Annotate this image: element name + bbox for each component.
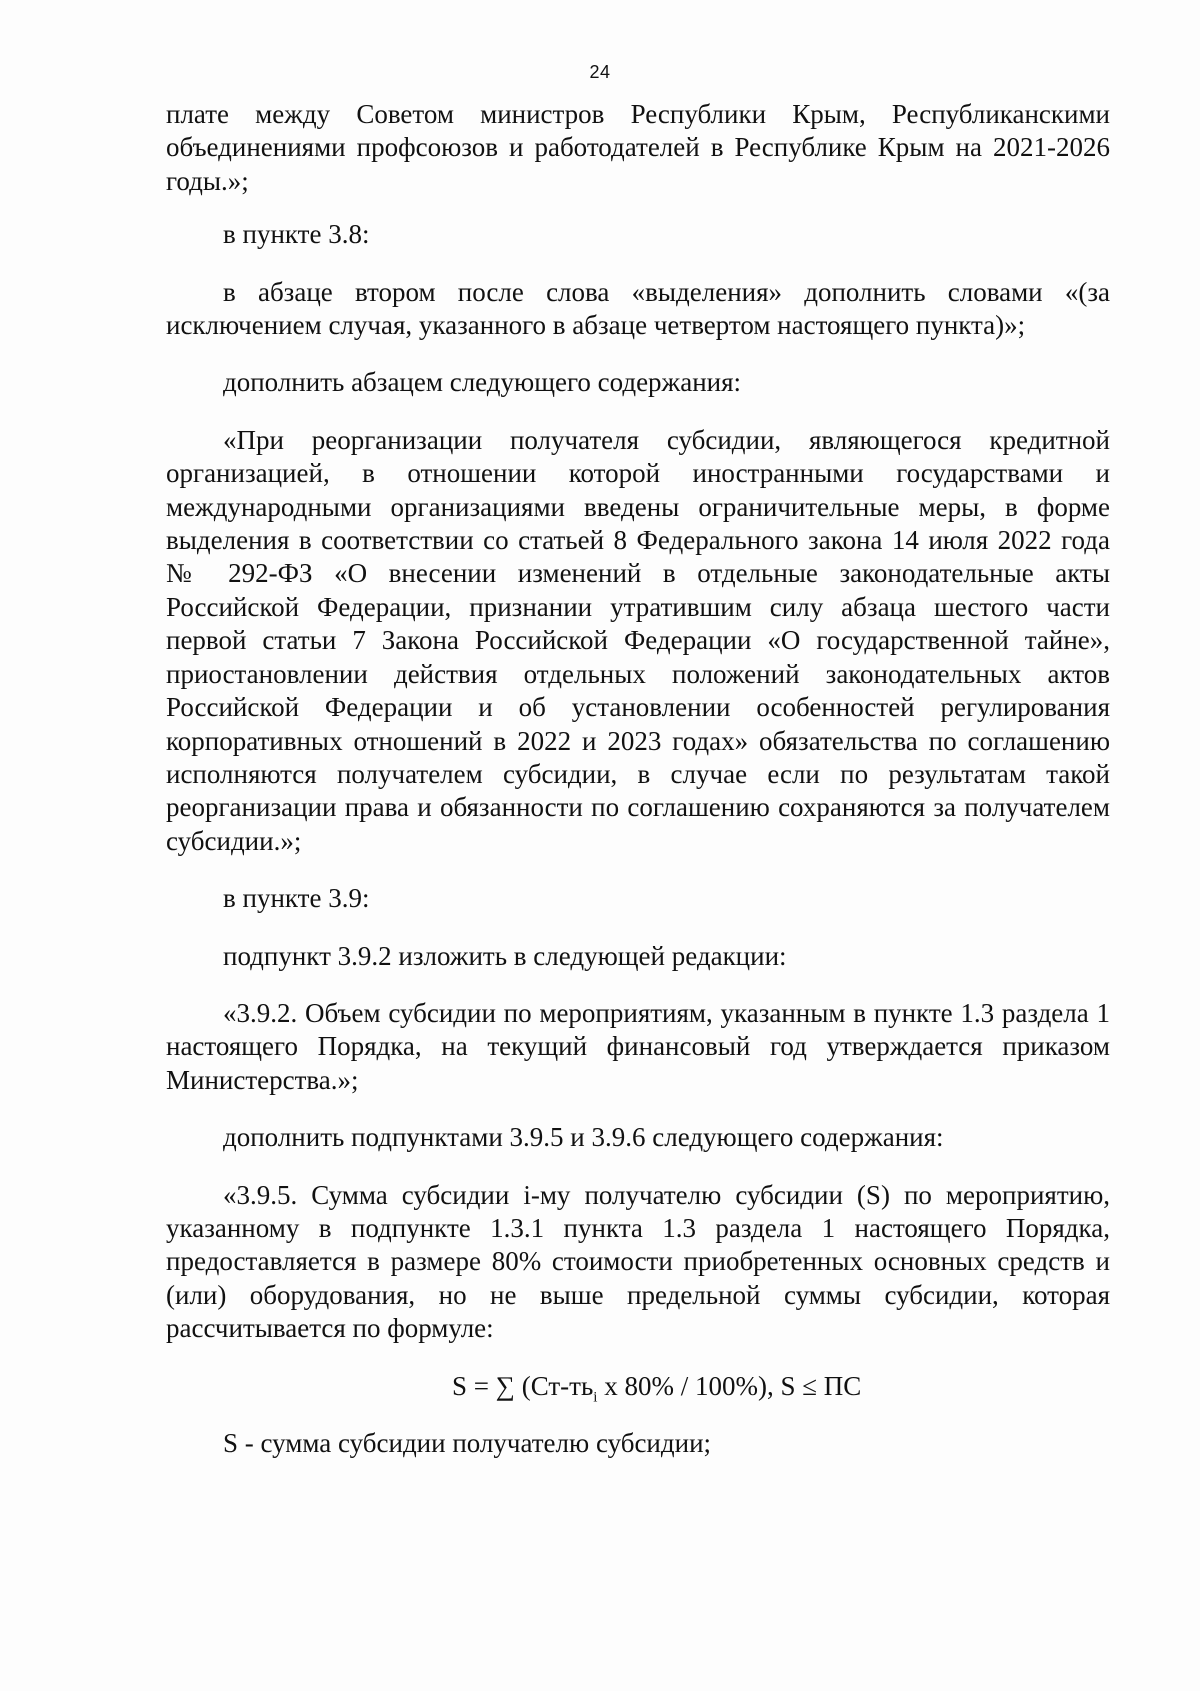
paragraph-clause-3-8: в пункте 3.8: [223,219,370,250]
paragraph-subclause-3-9-5-text: «3.9.5. Сумма субсидии i-му получателю субсидии (S) по мероприятию, указанному в подпункте 1.3.1 пункта 1.3 раздела 1 настоящего Порядка, предоставляется в размере 80% стоимости приобретенных основных средств и (или) оборудования, но не выше предельной суммы субсидии, которая рассчитывается по формуле: [166,1179,1110,1344]
formula-right: х 80% / 100%), S ≤ ПС [597,1370,862,1401]
paragraph-definition-s: S - сумма субсидии получателю субсидии; [223,1428,712,1458]
paragraph-reorganization-text: «При реорганизации получателя субсидии, являющегося кредитной организацией, в отношении которой иностранными государствами и международными организациями введены ограничительные меры, в форме выделения в соответствии со статьей 8 Федерального закона 14 июля 2022 года № 292-ФЗ «О внесении изменений в отдельные законодательные акты Российской Федерации, признании утратившим силу абзаца шестого части первой статьи 7 Закона Российской Федерации «О государственной тайне», приостановлении действия отдельных положений законодательных актов Российской Федерации и об установлении особенностей регулирования корпоративных отношений в 2022 и 2023 годах» обязательства по соглашению исполняются получателем субсидии, в случае если по результатам такой реорганизации права и обязанности по соглашению сохраняются за получателем субсидии.»; [166,424,1110,856]
paragraph-second-abzats-amendment: в абзаце втором после слова «выделения» дополнить словами «(за исключением случая, указанного в абзаце четвертом настоящего пункта)»; [166,276,1110,341]
paragraph-add-abzats: дополнить абзацем следующего содержания: [223,367,742,398]
subsidy-formula [166,1370,1110,1403]
paragraph-clause-3-9: в пункте 3.9: [223,883,370,914]
formula-subscript: i [593,1388,598,1405]
paragraph-subclause-3-9-2-edit: подпункт 3.9.2 изложить в следующей редакции: [223,940,787,971]
page-number: 24 [589,62,611,82]
formula-left: S = ∑ (Ст-ть [452,1370,594,1401]
paragraph-subclause-3-9-2-text: «3.9.2. Объем субсидии по мероприятиям, указанным в пункте 1.3 раздела 1 настоящего Порядка, на текущий финансовый год утверждается приказом Министерства.»; [166,997,1110,1095]
paragraph-add-subclauses: дополнить подпунктами 3.9.5 и 3.9.6 следующего содержания: [223,1122,944,1153]
paragraph-agreement-continuation: плате между Советом министров Республики Крым, Республиканскими объединениями профсоюзов и работодателей в Республике Крым на 2021-2026 годы.»; [166,99,1110,196]
document-body [166,98,1110,1460]
